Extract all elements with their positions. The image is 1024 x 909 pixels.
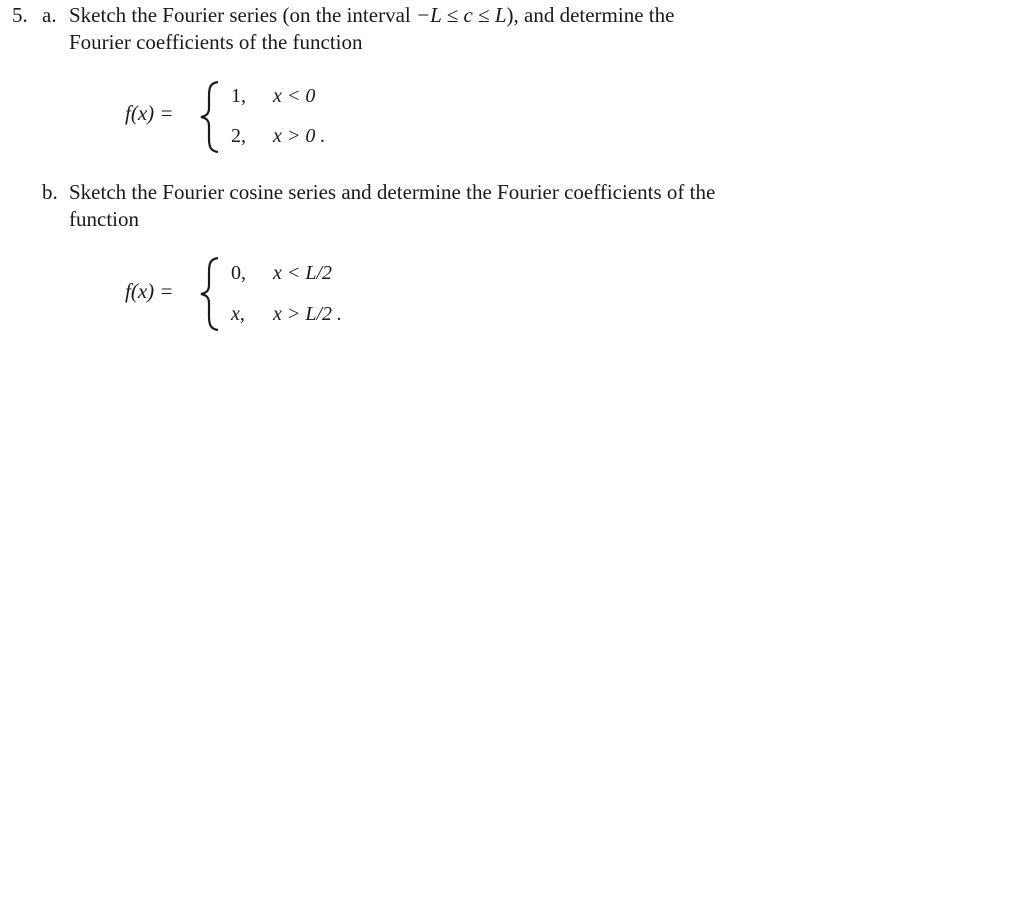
part-a-interval-math: −L ≤ c ≤ L: [415, 3, 507, 27]
part-a-letter: [42, 2, 57, 28]
problem-number-text: 5.: [12, 3, 28, 27]
part-a-case-1-value: 1,: [231, 85, 246, 107]
part-b-letter: [42, 179, 58, 205]
part-a-case-2-condition: x > 0 .: [273, 125, 326, 147]
part-a-text-line2: [69, 29, 363, 55]
part-b-case-2-condition: x > L/2 .: [273, 303, 343, 325]
part-b-left-brace: [198, 256, 222, 332]
part-a-letter-text: a.: [42, 3, 57, 27]
part-b-case-1-condition: x < L/2: [273, 262, 333, 284]
part-b-text-line2-text: function: [69, 207, 139, 231]
part-a-text-line1-post: ), and determine the: [506, 3, 675, 27]
part-b-letter-text: b.: [42, 180, 58, 204]
part-b-case-1-value: 0,: [231, 262, 246, 284]
problem-number: [12, 2, 28, 28]
part-a-function-label: f(x) =: [125, 101, 174, 125]
part-a-text-line1-pre: Sketch the Fourier series (on the interval: [69, 3, 416, 27]
part-a-left-brace: [198, 80, 222, 154]
part-b-case-2-value: x,: [231, 303, 245, 325]
part-a-case-2-value: 2,: [231, 125, 246, 147]
part-a-case-1-condition: x < 0: [273, 85, 316, 107]
part-b-text-line2: [69, 206, 139, 232]
part-a-text-line2-text: Fourier coefficients of the function: [69, 30, 363, 54]
part-b-text-line1-text: Sketch the Fourier cosine series and determine the Fourier coefficients of the: [69, 180, 716, 204]
part-a-text-line1: [69, 2, 674, 28]
part-b-function-label: f(x) =: [125, 279, 174, 303]
part-b-text-line1: [69, 179, 715, 205]
